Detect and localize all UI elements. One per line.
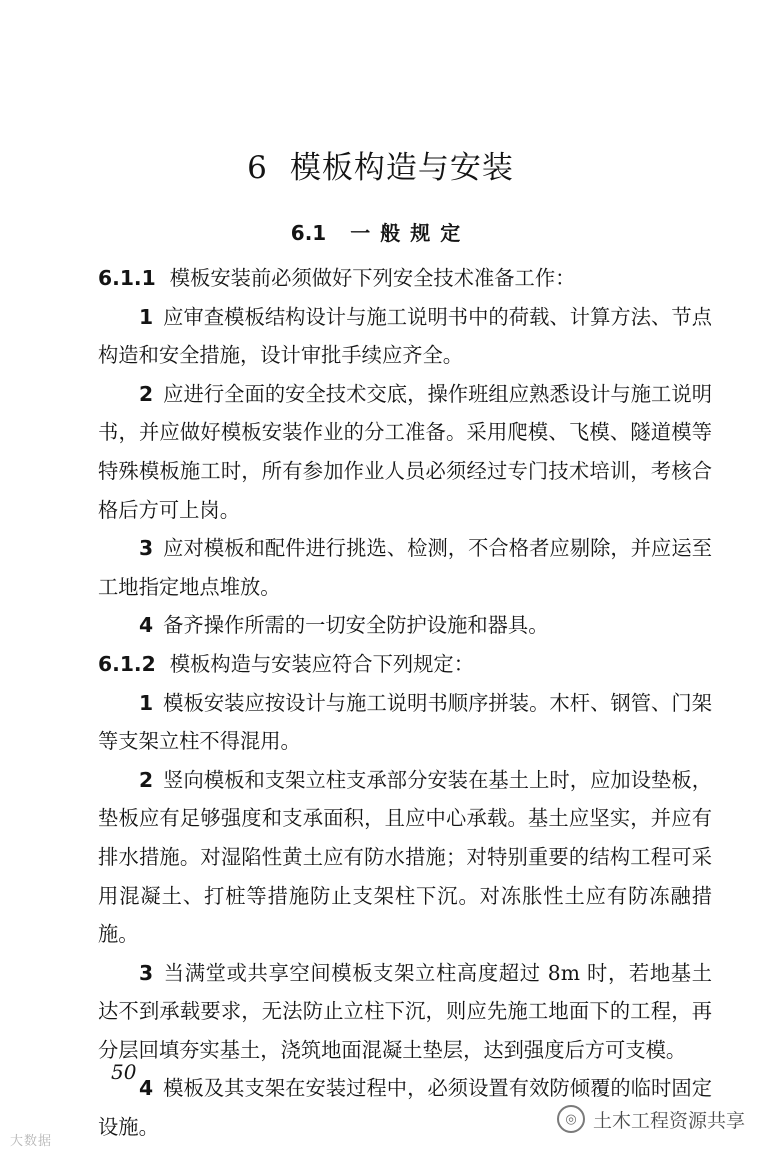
list-item [98, 761, 712, 954]
item-number: 1 [139, 304, 154, 329]
item-text: 应进行全面的安全技术交底，操作班组应熟悉设计与施工说明书，并应做好模板安装作业的分工准备。采用爬模、飞模、隧道模等特殊模板施工时，所有参加作业人员必须经过专门技术培训，考核合格后方可上岗。 [98, 381, 712, 522]
list-item [98, 684, 712, 761]
item-text: 应对模板和配件进行挑选、检测，不合格者应剔除，并应运至工地指定地点堆放。 [98, 536, 712, 599]
account-watermark [557, 1105, 745, 1133]
list-item [98, 529, 712, 606]
wechat-logo-icon: ◎ [557, 1105, 585, 1133]
list-item [98, 375, 712, 529]
corner-watermark: 大数据 [10, 1134, 53, 1149]
section-title [0, 217, 761, 246]
chapter-title [0, 142, 761, 187]
list-item [98, 298, 712, 375]
item-text: 当满堂或共享空间模板支架立柱高度超过 8m 时，若地基土达不到承载要求，无法防止立柱下沉，则应先施工地面下的工程，再分层回填夯实基土，浇筑地面混凝土垫层，达到强度后方可支模。 [98, 960, 712, 1062]
item-number: 2 [139, 381, 154, 406]
chapter-title-text: 模板构造与安装 [289, 150, 514, 186]
item-number: 2 [139, 767, 154, 792]
item-text: 模板安装应按设计与施工说明书顺序拼装。木杆、钢管、门架等支架立柱不得混用。 [98, 690, 712, 754]
account-name: 土木工程资源共享 [592, 1109, 745, 1132]
list-item [98, 606, 712, 645]
page-number: 50 [111, 1060, 137, 1084]
item-number: 1 [139, 690, 154, 715]
body-text [98, 259, 712, 1147]
item-text: 竖向模板和支架立柱支承部分安装在基土上时，应加设垫板，垫板应有足够强度和支承面积，且应中心承载。基土应坚实，并应有排水措施。对湿陷性黄土应有防水措施；对特别重要的结构工程可采用混凝土、打桩等措施防止支架柱下沉。对冻胀性土应有防冻融措施。 [98, 767, 712, 947]
item-number: 4 [139, 1076, 154, 1101]
clause-heading [98, 645, 712, 684]
chapter-number: 6 [247, 150, 268, 186]
section-number: 6.1 [290, 221, 327, 245]
clause-number: 6.1.1 [98, 266, 156, 290]
clause-heading [98, 259, 712, 298]
item-number: 3 [139, 960, 154, 985]
list-item [98, 954, 712, 1070]
item-number: 3 [139, 536, 154, 561]
clause-lead: 模板构造与安装应符合下列规定： [169, 651, 474, 676]
section-title-text: 一般规定 [350, 221, 471, 245]
clause-number: 6.1.2 [98, 651, 156, 676]
item-text: 备齐操作所需的一切安全防护设施和器具。 [163, 613, 549, 638]
clause-lead: 模板安装前必须做好下列安全技术准备工作： [169, 266, 576, 290]
item-number: 4 [139, 613, 154, 638]
item-text: 应审查模板结构设计与施工说明书中的荷载、计算方法、节点构造和安全措施，设计审批手续应齐全。 [98, 304, 712, 368]
item-text: 模板及其支架在安装过程中，必须设置有效防倾覆的临时固定设施。 [98, 1076, 712, 1140]
